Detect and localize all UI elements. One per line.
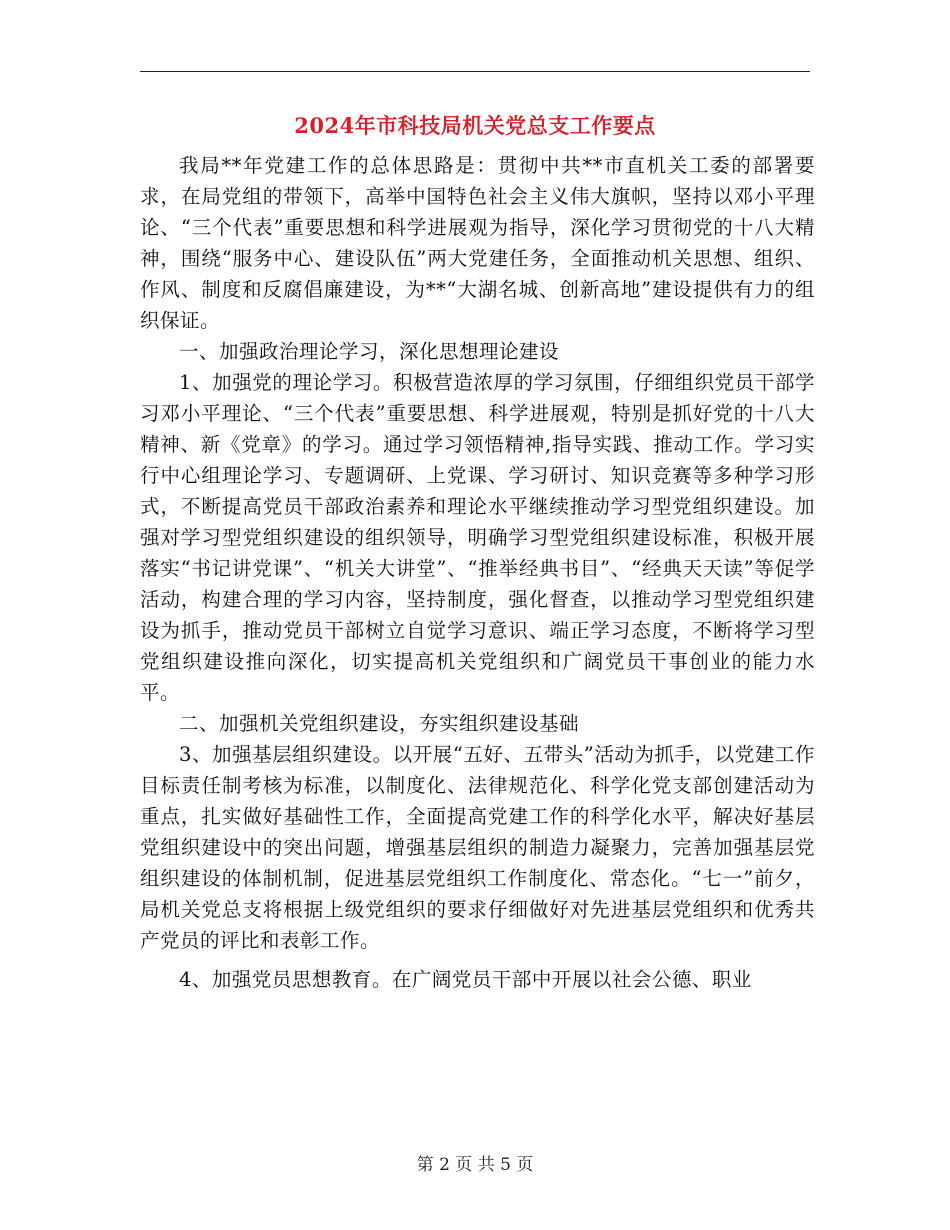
- document-title: 2024年市科技局机关党总支工作要点: [294, 113, 656, 138]
- section-heading-2: 二、加强机关党组织建设，夯实组织建设基础: [179, 712, 580, 735]
- document-body: [140, 150, 815, 995]
- paragraph-item-3: 3、加强基层组织建设。以开展“五好、五带头”活动为抓手，以党建工作目标责任制考核为标准，以制度化、法律规范化、科学化党支部创建活动为重点，扎实做好基础性工作，全面提高党建工作的科学化水平，解决好基层党组织建设中的突出问题，增强基层组织的制造力凝聚力，完善加强基层党组织建设的体制机制，促进基层党组织工作制度化、常态化。“七一”前夕，局机关党总支将根据上级党组织的要求仔细做好对先进基层党组织和优秀共产党员的评比和表彰工作。: [140, 743, 815, 952]
- paragraph-item-1: 1、加强党的理论学习。积极营造浓厚的学习氛围，仔细组织党员干部学习邓小平理论、“三个代表”重要思想、科学进展观，特别是抓好党的十八大精神、新《党章》的学习。通过学习领悟精神,指导实践、推动工作。学习实行中心组理论学习、专题调研、上党课、学习研讨、知识竞赛等多种学习形式，不断提高党员干部政治素养和理论水平继续推动学习型党组织建设。加强对学习型党组织建设的组织领导，明确学习型党组织建设标准，积极开展落实“书记讲党课”、“机关大讲堂”、“推举经典书目”、“经典天天读”等促学活动，构建合理的学习内容，坚持制度，强化督查，以推动学习型党组织建设为抓手，推动党员干部树立自觉学习意识、端正学习态度，不断将学习型党组织建设推向深化，切实提高机关党组织和广阔党员干事创业的能力水平。: [140, 371, 815, 704]
- paragraph-item-4: 4、加强党员思想教育。在广阔党员干部中开展以社会公德、职业: [179, 968, 752, 991]
- header-rule: [140, 71, 810, 72]
- page-number: 第 2 页 共 5 页: [416, 1155, 534, 1175]
- section-heading-1: 一、加强政治理论学习，深化思想理论建设: [179, 340, 560, 363]
- paragraph-intro: 我局**年党建工作的总体思路是：贯彻中共**市直机关工委的部署要求，在局党组的带领下，高举中国特色社会主义伟大旗帜，坚持以邓小平理论、“三个代表”重要思想和科学进展观为指导，深化学习贯彻党的十八大精神，围绕“服务中心、建设队伍”两大党建任务，全面推动机关思想、组织、作风、制度和反腐倡廉建设，为**“大湖名城、创新高地”建设提供有力的组织保证。: [140, 154, 815, 332]
